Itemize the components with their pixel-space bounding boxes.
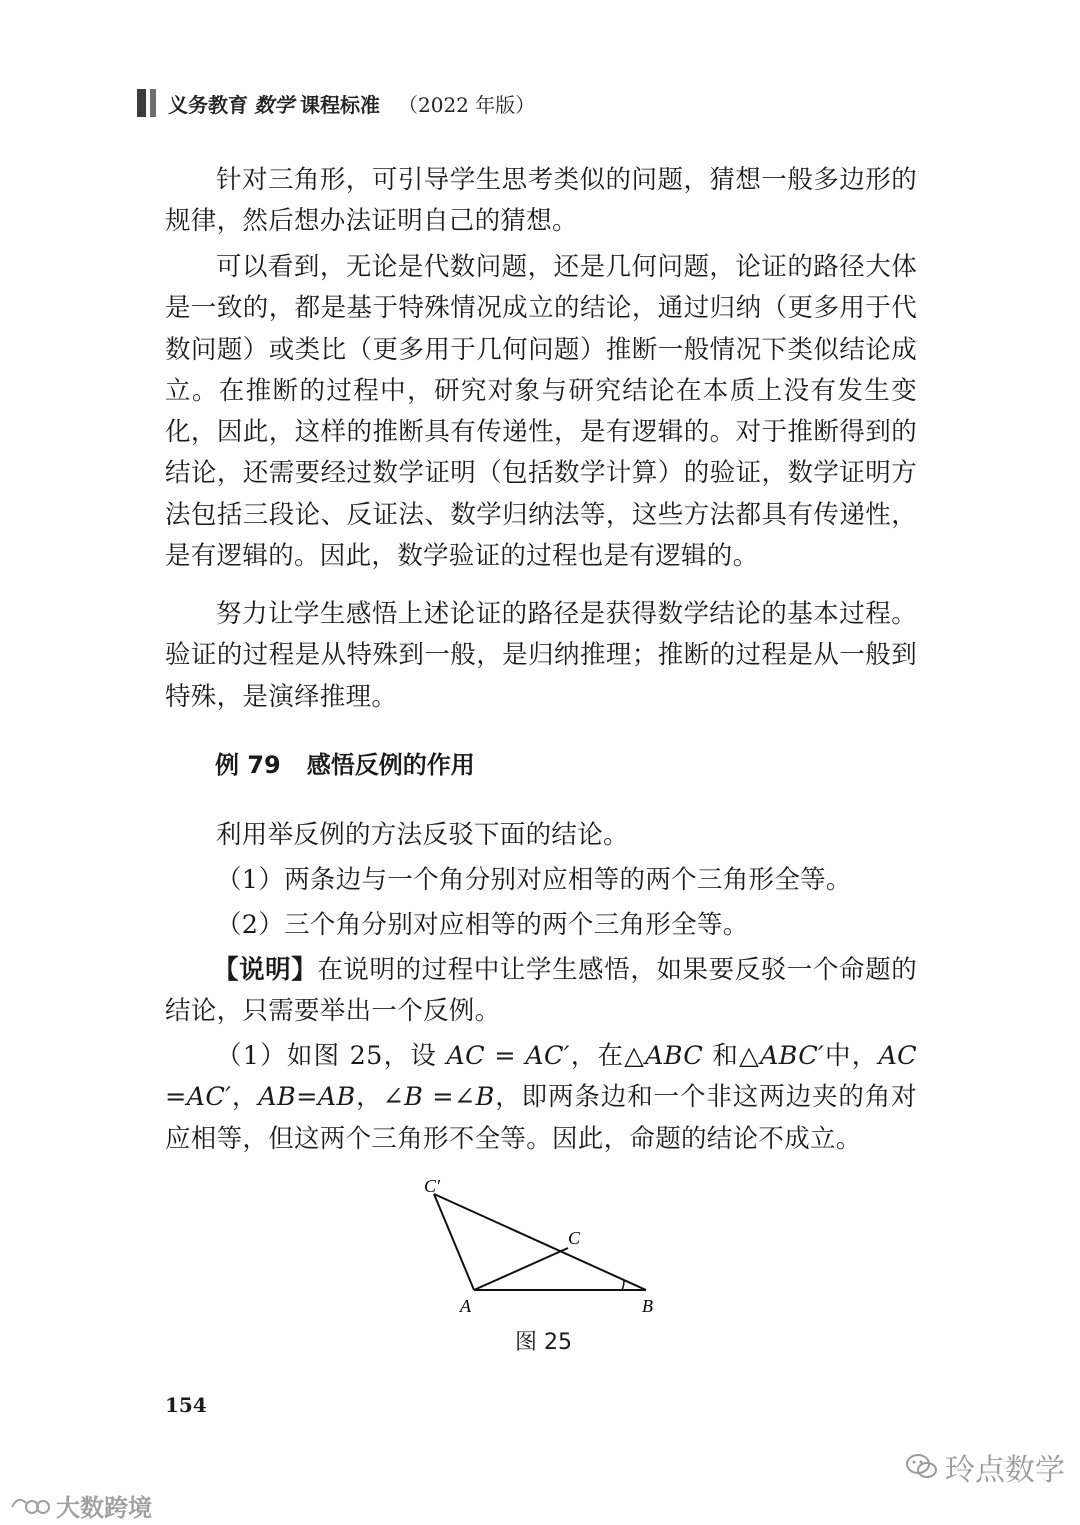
math-abc: ABC: [645, 1041, 704, 1071]
math-ac-prime: AC′: [186, 1082, 232, 1113]
watermark-right: [905, 1445, 1065, 1489]
example-title: 感悟反例的作用: [306, 751, 475, 779]
figure-25-triangles: [410, 1172, 670, 1322]
math-b: B: [475, 1082, 495, 1113]
math-b: B: [404, 1082, 424, 1113]
sol-text: =: [296, 1082, 318, 1113]
paragraph-3: 努力让学生感悟上述论证的路径是获得数学结论的基本过程。验证的过程是从特殊到一般，是归纳推理；推断的过程是从一般到特殊，是演绎推理。: [165, 599, 917, 712]
sol-text: ，: [231, 1082, 259, 1113]
label-b: B: [642, 1296, 653, 1316]
sol-text: 中，: [824, 1041, 879, 1071]
sol-text: =: [165, 1082, 187, 1113]
note-text: 在说明的过程中让学生感悟，如果要反驳一个命题的结论，只需要举出一个反例。: [165, 955, 917, 1027]
sol-text: 和△: [703, 1041, 760, 1071]
paragraph-2: 可以看到，无论是代数问题，还是几何问题，论证的路径大体是一致的，都是基于特殊情况成立的结论，通过归纳（更多用于代数问题）或类比（更多用于几何问题）推断一般情况下类似结论成立。在推断的过程中，研究对象与研究结论在本质上没有发生变化，因此，这样的推断具有传递性，是有逻辑的。对于推断得到的结论，还需要经过数学证明（包括数学计算）的验证，数学证明方法包括三段论、反证法、数学归纳法等，这些方法都具有传递性，是有逻辑的。因此，数学验证的过程也是有逻辑的。: [165, 252, 917, 572]
sol-text: ，即两条边和一个非这两边夹的角对应相等，但这两个三角形不全等。因此，命题的结论不成立。: [165, 1082, 917, 1154]
segment-a-c: [474, 1248, 568, 1290]
watermark-left: [8, 1488, 152, 1523]
brand-logo-icon: [8, 1493, 50, 1519]
figure-caption: 图 25: [515, 1330, 572, 1355]
page-number: 154: [165, 1393, 207, 1417]
sol-text: ，在△: [569, 1041, 646, 1071]
example-item-1: （1）两条边与一个角分别对应相等的两个三角形全等。: [216, 865, 852, 895]
paragraph-1: 针对三角形，可引导学生思考类似的问题，猜想一般多边形的规律，然后想办法证明自己的猜想。: [165, 165, 917, 237]
header-bar-mark: [137, 89, 146, 117]
header-title-a: 义务教育: [168, 92, 248, 117]
example-heading: [215, 745, 475, 780]
example-note: [165, 950, 917, 1033]
example-number: 例 79: [215, 751, 281, 779]
example-item-2: （2）三个角分别对应相等的两个三角形全等。: [216, 910, 749, 940]
sol-text: =: [484, 1041, 526, 1071]
math-ac: AC: [446, 1041, 485, 1071]
math-ac-prime: AC′: [525, 1041, 570, 1071]
label-c-prime: C′: [424, 1176, 440, 1196]
header-bar-mark-light: [150, 89, 156, 117]
wechat-icon: [905, 1452, 939, 1482]
math-ac: AC: [878, 1041, 917, 1071]
sol-text: =∠: [423, 1082, 476, 1113]
header-title-c: 课程标准: [300, 92, 380, 117]
math-abc-prime: ABC′: [759, 1041, 825, 1071]
running-header: [137, 88, 535, 118]
watermark-left-text: 大数跨境: [56, 1494, 152, 1522]
sol-text: （1）如图 25，设: [216, 1041, 447, 1071]
segment-c-prime-b: [434, 1194, 646, 1290]
label-a: A: [460, 1296, 471, 1316]
header-title-b: 数学: [254, 92, 294, 117]
header-edition: （2022 年版）: [398, 92, 536, 117]
sol-text: ，∠: [355, 1082, 405, 1113]
math-ab: AB: [258, 1082, 297, 1113]
note-bracket: 【说明】: [213, 955, 318, 985]
angle-b-arc: [622, 1280, 624, 1290]
example-solution: [165, 1036, 917, 1160]
math-ab: AB: [317, 1082, 356, 1113]
watermark-right-text: 玲点数学: [945, 1453, 1065, 1488]
label-c: C: [568, 1228, 581, 1248]
example-intro: 利用举反例的方法反驳下面的结论。: [216, 820, 629, 850]
